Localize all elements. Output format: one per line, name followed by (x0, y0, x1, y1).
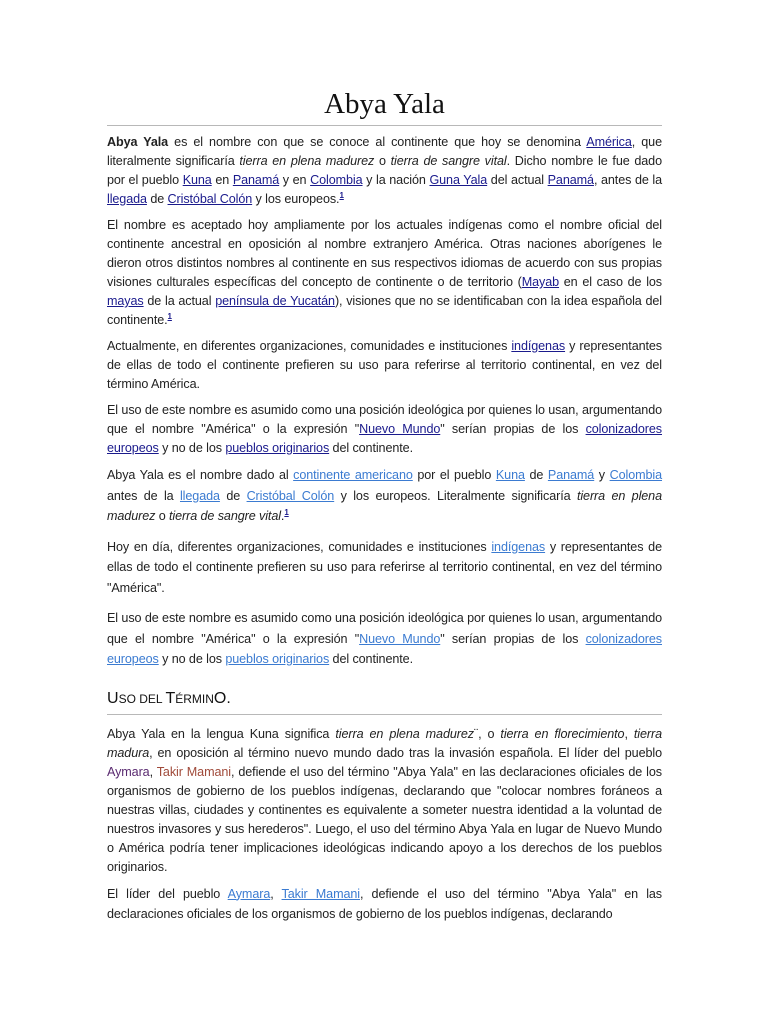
link-llegada[interactable]: llegada (107, 192, 147, 206)
link-continente-americano[interactable]: continente americano (293, 468, 413, 482)
paragraph-accepted: El nombre es aceptado hoy ampliamente por los actuales indígenas como el nombre oficial del continente ancestral en oposición al nombre extranjero América. Otras naciones aborígenes le dieron otros distintos nombres al continente en sus respectivos idiomas de acuerdo con sus propias visiones culturales específicas del concepto de continente o de territorio (Mayab en el caso de los mayas de la actual península de Yucatán), visiones que no se identificaban con la idea española del continente.$^1$ (107, 218, 663, 327)
paragraph-currently: Actualmente, en diferentes organizaciones, comunidades e instituciones indígenas y representantes de ellas de todo el continente prefieren su uso para referirse al territorio continental, en vez del término América. (107, 339, 663, 391)
link-colonizadores[interactable]: colonizadores europeos (107, 422, 662, 455)
link-nuevo-mundo[interactable]: Nuevo Mundo (359, 422, 441, 436)
link-mayas[interactable]: mayas (107, 294, 144, 308)
link-nuevo-mundo[interactable]: Nuevo Mundo (359, 631, 441, 646)
link-mayab[interactable]: Mayab (521, 275, 560, 289)
link-cristobal-colon[interactable]: Cristóbal Colón (167, 192, 253, 206)
link-yucatan[interactable]: península de Yucatán (215, 294, 335, 308)
link-america[interactable]: América (586, 135, 632, 149)
link-takir-mamani[interactable]: Takir Mamani (281, 886, 360, 901)
paragraph-name-given: Abya Yala es el nombre dado al continente americano por el pueblo Kuna de Panamá y Colombia antes de la llegada de Cristóbal Colón y los europeos. Literalmente significaría tierra en plena madurez o tierra de sangre vital.$^1$ (107, 468, 662, 523)
link-kuna[interactable]: Kuna (182, 173, 212, 187)
link-colombia[interactable]: Colombia (609, 468, 662, 482)
paragraph-today: Hoy en día, diferentes organizaciones, comunidades e instituciones indígenas y representantes de ellas de todo el continente prefieren su uso para referirse al territorio continental, en vez del término "América". (107, 539, 662, 595)
link-pueblos-originarios[interactable]: pueblos originarios (225, 441, 330, 455)
section-heading-uso: USO DEL TÉRMINO. (107, 690, 662, 715)
link-panama[interactable]: Panamá (547, 468, 595, 482)
paragraph-usage-2: El uso de este nombre es asumido como una posición ideológica por quienes lo usan, argumentando que el nombre "América" o la expresión "Nuevo Mundo" serían propias de los colonizadores europeos y no de los pueblos originarios del continente. (107, 611, 662, 666)
bold-term: Abya Yala (107, 135, 169, 149)
term-takir-mamani: Takir Mamani (156, 764, 231, 779)
link-guna-yala[interactable]: Guna Yala (429, 173, 488, 187)
paragraph-usage: El uso de este nombre es asumido como una posición ideológica por quienes lo usan, argumentando que el nombre "América" o la expresión "Nuevo Mundo" serían propias de los colonizadores europeos y no de los pueblos originarios del continente. (107, 403, 662, 455)
term-aymara: Aymara (107, 764, 150, 779)
link-cristobal-colon[interactable]: Cristóbal Colón (246, 488, 335, 503)
document-page (107, 88, 662, 935)
link-indigenas[interactable]: indígenas (511, 339, 566, 353)
reference-link[interactable]: 1 (284, 507, 289, 517)
link-llegada[interactable]: llegada (179, 488, 220, 503)
reference-link[interactable]: 1 (339, 190, 344, 200)
link-aymara[interactable]: Aymara (227, 886, 271, 901)
link-panama-2[interactable]: Panamá (547, 173, 594, 187)
link-colombia[interactable]: Colombia (310, 173, 363, 187)
link-indigenas[interactable]: indígenas (491, 539, 546, 554)
link-pueblos-originarios[interactable]: pueblos originarios (225, 652, 330, 666)
paragraph-kuna-meaning: Abya Yala en la lengua Kuna significa tierra en plena madurez¨, o tierra en florecimiento, tierra madura, en oposición al término nuevo mundo dado tras la invasión española. El líder del pueblo Aymara, Takir Mamani, defiende el uso del término "Abya Yala" en las declaraciones oficiales de los organismos de gobierno de los pueblos indígenas, declarando que "colocar nombres foráneos a nuestras villas, ciudades y continentes es equivalente a someter nuestra identidad a la voluntad de nuestros invasores y sus herederos". Luego, el uso del término Abya Yala en lugar de Nuevo Mundo o América podría tener implicaciones ideológicas indicando apoyo a los derechos de los pueblos originarios. (107, 726, 662, 874)
link-kuna[interactable]: Kuna (495, 468, 525, 482)
paragraph-leader: El líder del pueblo Aymara, Takir Mamani, defiende el uso del término "Abya Yala" en las declaraciones oficiales de los organismos de gobierno de los pueblos indígenas, declarando (107, 886, 662, 921)
reference-link[interactable]: 1 (167, 311, 172, 321)
link-panama[interactable]: Panamá (232, 173, 280, 187)
page-title: Abya Yala (107, 88, 662, 126)
paragraph-intro: Abya Yala es el nombre con que se conoce al continente que hoy se denomina América, que literalmente significaría tierra en plena madurez o tierra de sangre vital. Dicho nombre le fue dado por el pueblo Kuna en Panamá y en Colombia y la nación Guna Yala del actual Panamá, antes de la llegada de Cristóbal Colón y los europeos.$^1$ (107, 135, 663, 206)
link-colonizadores[interactable]: colonizadores europeos (107, 631, 662, 666)
